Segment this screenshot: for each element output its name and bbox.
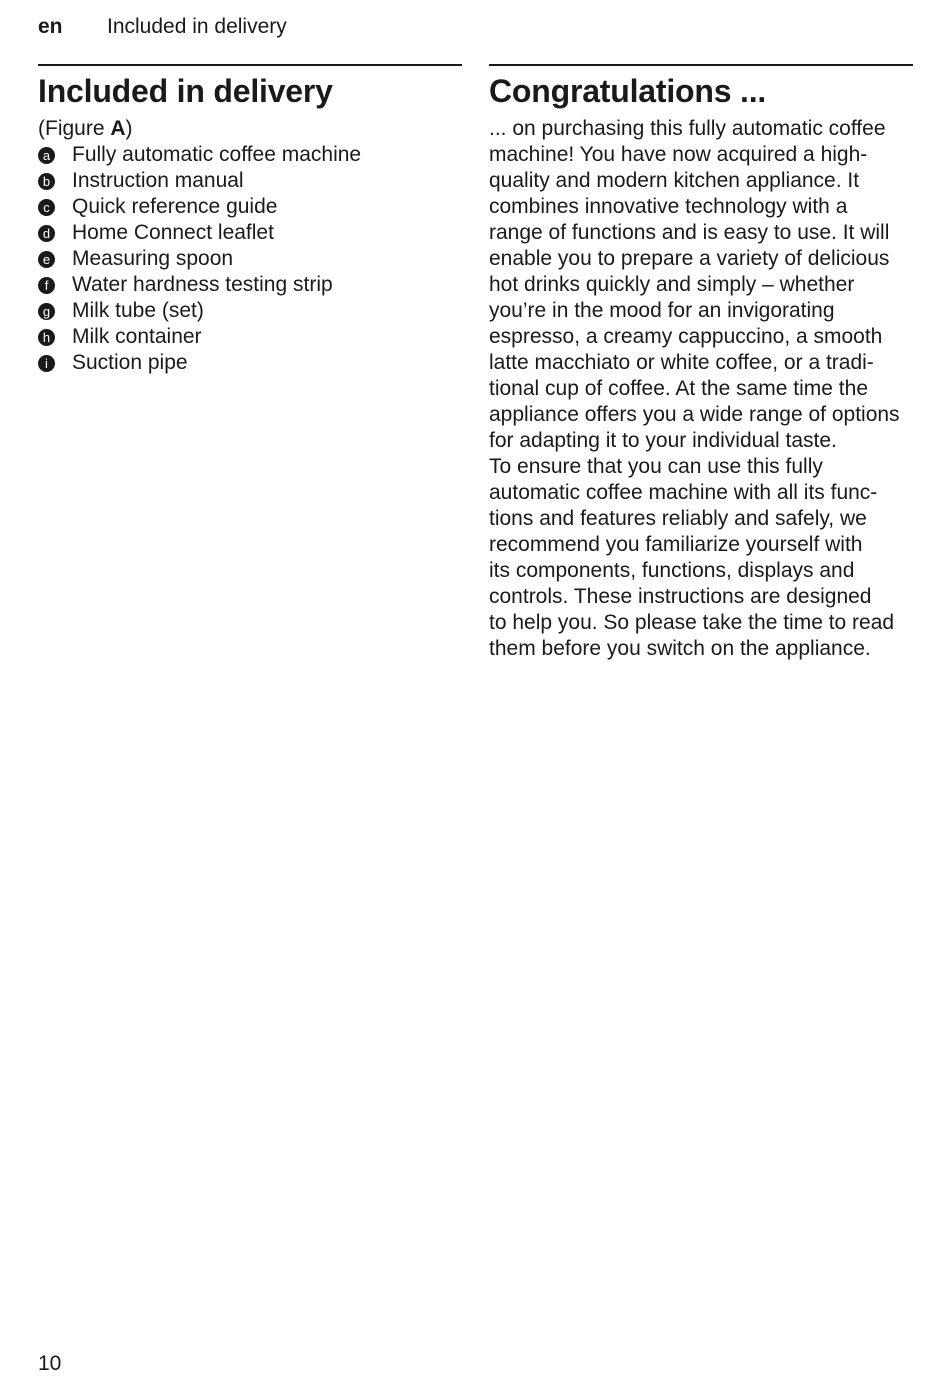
item-label: Quick reference guide xyxy=(72,195,278,218)
list-item xyxy=(38,194,462,220)
item-marker-badge: h xyxy=(38,329,55,346)
item-label: Measuring spoon xyxy=(72,247,234,270)
section-rule xyxy=(38,64,462,66)
running-header xyxy=(38,14,287,40)
item-marker-badge: d xyxy=(38,225,55,242)
figure-reference xyxy=(38,116,462,142)
item-label: Water hardness testing strip xyxy=(72,273,333,296)
list-item xyxy=(38,272,462,298)
congratulations-section xyxy=(489,64,913,662)
recommendation-paragraph: To ensure that you can use this fully automatic coffee machine with all its func- tions and features reliably and safely, we recommend you familiarize yourself with its components, functions, displays and controls. These instructions are designed to help you. So please take the time to read them before you switch on the appliance. xyxy=(489,455,895,660)
item-marker-badge: f xyxy=(38,277,55,294)
running-header-section: Included in delivery xyxy=(107,15,287,38)
delivery-items-list xyxy=(38,142,462,376)
list-item xyxy=(38,350,462,376)
item-marker-badge: e xyxy=(38,251,55,268)
figure-suffix: ) xyxy=(125,117,133,140)
page-number: 10 xyxy=(38,1352,62,1375)
item-label: Instruction manual xyxy=(72,169,244,192)
figure-letter: A xyxy=(110,117,126,140)
list-item xyxy=(38,168,462,194)
list-item xyxy=(38,220,462,246)
intro-paragraph: ... on purchasing this fully automatic coffee machine! You have now acquired a high- quality and modern kitchen appliance. It combines innovative technology with a range of functions and is easy to use. It will enable you to prepare a variety of delicious hot drinks quickly and simply – whether you’re in the mood for an invigorating espresso, a creamy cappuccino, a smooth latte macchiato or white coffee, or a tradi- tional cup of coffee. At the same time the appliance offers you a wide range of options for adapting it to your individual taste. xyxy=(489,117,900,452)
item-label: Milk container xyxy=(72,325,202,348)
section-title: Congratulations ... xyxy=(489,73,767,109)
list-item xyxy=(38,324,462,350)
section-title: Included in delivery xyxy=(38,73,333,109)
item-marker-badge: b xyxy=(38,173,55,190)
list-item xyxy=(38,142,462,168)
figure-prefix: (Figure xyxy=(38,117,111,140)
list-item xyxy=(38,298,462,324)
item-marker-badge: c xyxy=(38,199,55,216)
list-item xyxy=(38,246,462,272)
item-label: Home Connect leaflet xyxy=(72,221,274,244)
included-in-delivery-section xyxy=(38,64,462,376)
item-marker-badge: i xyxy=(38,355,55,372)
language-code: en xyxy=(38,15,63,38)
item-label: Fully automatic coffee machine xyxy=(72,143,362,166)
item-label: Suction pipe xyxy=(72,351,188,374)
section-rule xyxy=(489,64,913,66)
item-label: Milk tube (set) xyxy=(72,299,204,322)
item-marker-badge: g xyxy=(38,303,55,320)
item-marker-badge: a xyxy=(38,147,55,164)
